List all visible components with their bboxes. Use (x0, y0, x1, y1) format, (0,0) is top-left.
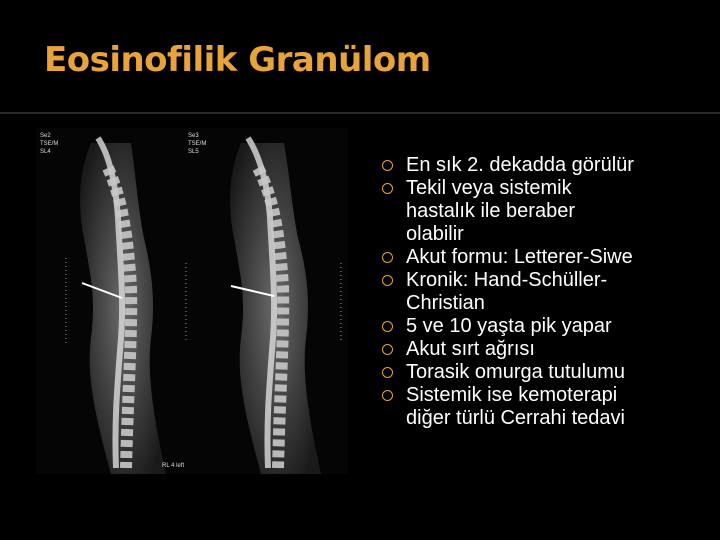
mri-label-left-3: SL4 (40, 149, 51, 155)
circle-bullet-icon (382, 390, 393, 401)
title-bar (0, 0, 720, 112)
circle-bullet-icon (382, 321, 393, 332)
circle-bullet-icon (382, 183, 393, 194)
bullet-text: Kronik: Hand-Schüller- Christian (406, 269, 608, 314)
bullet-text: Sistemik ise kemoterapi diğer türlü Cerrahi tedavi (406, 384, 625, 429)
mri-label-left-2: TSE/M (40, 141, 59, 147)
bullet-item (382, 338, 712, 361)
mri-label-right-3: SL5 (188, 149, 199, 155)
bullet-item (382, 361, 712, 384)
mri-panel-right (186, 133, 341, 474)
slide-title: Eosinofilik Granülom (44, 40, 431, 80)
bullet-text: Akut sırt ağrısı (406, 338, 535, 360)
bullet-item (382, 384, 712, 430)
mri-label-right-1: Se3 (188, 133, 199, 139)
bullet-item (382, 246, 712, 269)
mri-label-right-2: TSE/M (188, 141, 207, 147)
circle-bullet-icon (382, 275, 393, 286)
mri-spine-image (36, 128, 348, 474)
bullet-text: Torasik omurga tutulumu (406, 361, 625, 383)
circle-bullet-icon (382, 160, 393, 171)
mri-figure (36, 128, 348, 474)
mri-panel-left (40, 133, 166, 474)
bullet-item (382, 177, 712, 246)
title-divider (0, 112, 720, 114)
circle-bullet-icon (382, 252, 393, 263)
bullet-list (382, 154, 712, 430)
bullet-text: Akut formu: Letterer-Siwe (406, 246, 633, 268)
mri-label-left-1: Se2 (40, 133, 51, 139)
bullet-item (382, 154, 712, 177)
bullet-item (382, 269, 712, 315)
circle-bullet-icon (382, 344, 393, 355)
bullet-text: 5 ve 10 yaşta pik yapar (406, 315, 612, 337)
bullet-text: Tekil veya sistemik hastalık ile beraber olabilir (406, 177, 575, 245)
circle-bullet-icon (382, 367, 393, 378)
bullet-item (382, 315, 712, 338)
bullet-text: En sık 2. dekadda görülür (406, 154, 634, 176)
mri-footer-label: RL 4 left (162, 463, 185, 469)
